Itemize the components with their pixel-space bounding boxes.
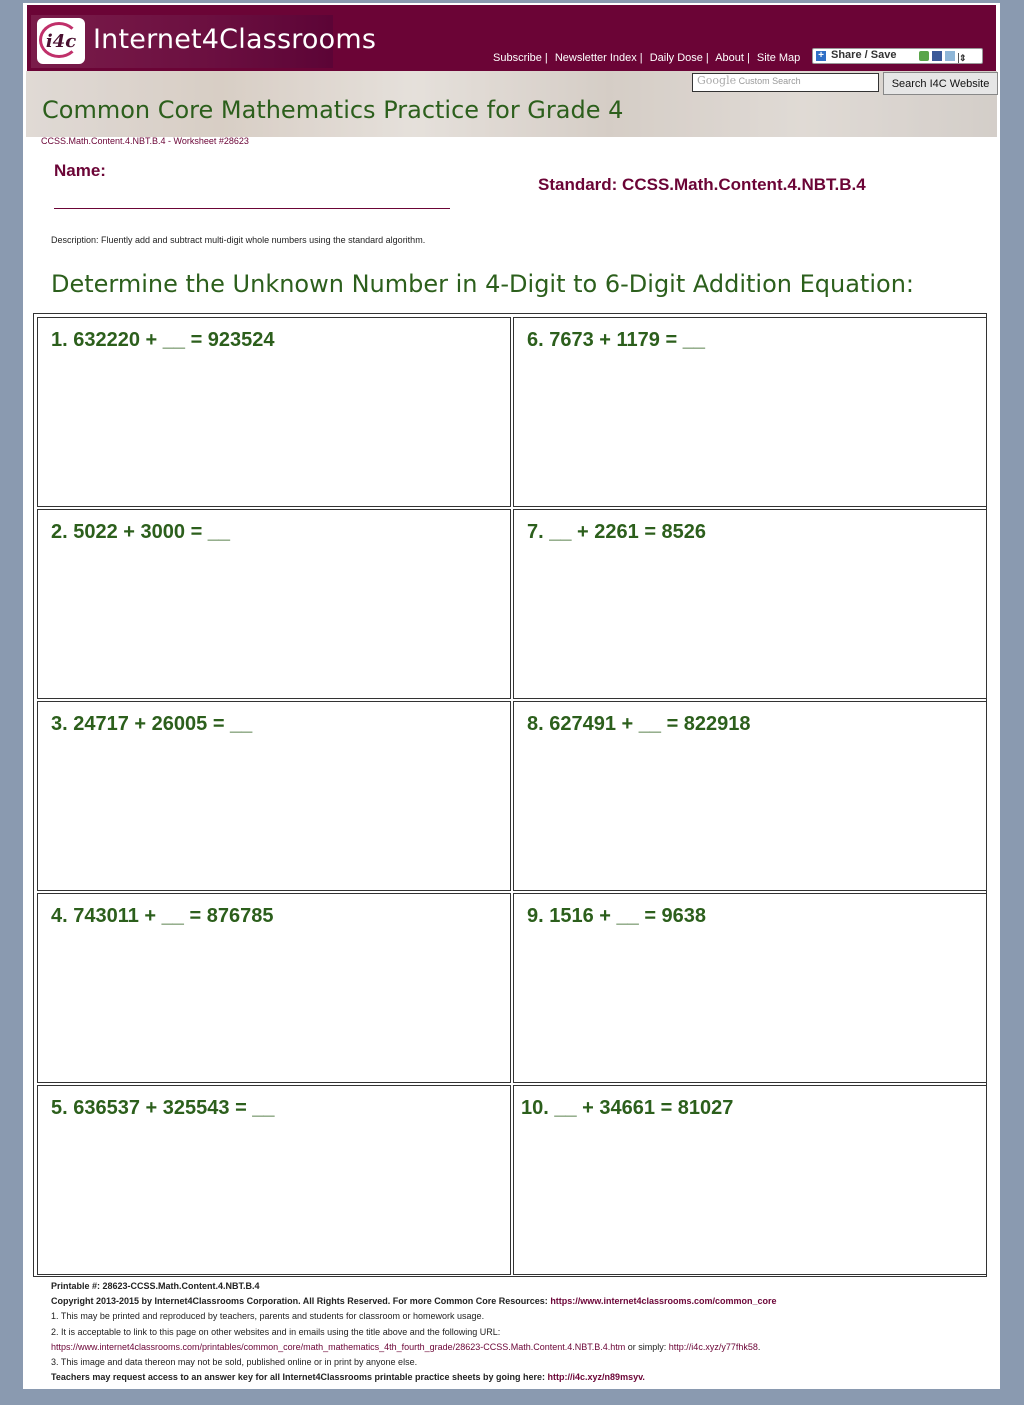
answer-key-line	[51, 1370, 991, 1385]
question-3: 3. 24717 + 26005 = __	[51, 713, 253, 735]
question-6: 6. 7673 + 1179 = __	[527, 329, 705, 351]
short-url-link[interactable]: http://i4c.xyz/y77fhk58	[668, 1341, 758, 1352]
question-7: 7. __ + 2261 = 8526	[527, 521, 707, 543]
worksheet-title: Determine the Unknown Number in 4-Digit to 6-Digit Addition Equation:	[51, 270, 914, 298]
name-line	[54, 208, 450, 209]
question-4: 4. 743011 + __ = 876785	[51, 905, 274, 927]
question-cell-5	[37, 1085, 511, 1275]
question-cell-2	[37, 509, 511, 699]
share-icons	[919, 51, 968, 64]
share-green-icon	[919, 51, 929, 61]
question-2: 2. 5022 + 3000 = __	[51, 521, 231, 543]
twitter-icon	[945, 51, 955, 61]
note-2: 2. It is acceptable to link to this page on other websites and in emails using the title above and the following URL:	[51, 1326, 501, 1337]
name-label: Name:	[54, 161, 106, 180]
chevron-updown-icon: ⇕	[959, 53, 967, 63]
question-cell-6	[513, 317, 987, 507]
question-1: 1. 632220 + __ = 923524	[51, 329, 275, 351]
note-1: 1. This may be printed and reproduced by teachers, parents and students for classroom or homework usage.	[51, 1311, 485, 1322]
nav-newsletter-index[interactable]: Newsletter Index	[554, 52, 637, 64]
logo-ring-icon	[39, 22, 79, 58]
breadcrumb: CCSS.Math.Content.4.NBT.B.4 - Worksheet #28623	[41, 136, 249, 146]
question-grid	[33, 313, 987, 1277]
search-button[interactable]: Search I4C Website	[883, 72, 998, 95]
question-10: 10. __ + 34661 = 81027	[521, 1097, 734, 1119]
question-8: 8. 627491 + __ = 822918	[527, 713, 751, 735]
worksheet-url-link[interactable]: https://www.internet4classrooms.com/printables/common_core/math_mathematics_4th_fourth_grade/28623-CCSS.Math.Content.4.NBT.B.4.htm	[51, 1341, 626, 1352]
page-heading: Common Core Mathematics Practice for Grade 4	[42, 96, 624, 124]
answer-key-link[interactable]: http://i4c.xyz/n89msyv.	[547, 1372, 645, 1383]
copyright-line	[51, 1294, 991, 1309]
search-placeholder: Custom Search	[738, 76, 801, 86]
share-label: Share / Save	[831, 49, 897, 61]
description: Description: Fluently add and subtract multi-digit whole numbers using the standard algorithm.	[51, 235, 426, 245]
nav-separator: |	[544, 52, 548, 64]
nav-daily-dose[interactable]: Daily Dose	[649, 52, 703, 64]
common-core-link[interactable]: https://www.internet4classrooms.com/common_core	[550, 1296, 777, 1307]
site-logo[interactable]	[31, 15, 377, 68]
google-logo: Google	[697, 74, 737, 87]
nav-about[interactable]: About	[715, 52, 744, 64]
note-2-links: https://www.internet4classrooms.com/printables/common_core/math_mathematics_4th_fourth_grade/28623-CCSS.Math.Content.4.NBT.B.4.htm or simply: http://i4c.xyz/y77fhk58.	[51, 1341, 761, 1352]
share-plus-icon: +	[816, 51, 826, 61]
i4c-logo-icon	[37, 18, 85, 64]
question-9: 9. 1516 + __ = 9638	[527, 905, 707, 927]
search-input[interactable]	[692, 73, 879, 92]
question-5: 5. 636537 + 325543 = __	[51, 1097, 275, 1119]
facebook-icon	[932, 51, 942, 61]
note-2-or: or simply:	[625, 1341, 669, 1352]
question-cell-4	[37, 893, 511, 1083]
nav-subscribe[interactable]: Subscribe	[493, 52, 542, 64]
nav-separator: |	[639, 52, 643, 64]
question-cell-8	[513, 701, 987, 891]
printable-number: Printable #: 28623-CCSS.Math.Content.4.NBT.B.4	[51, 1281, 260, 1291]
nav-separator: |	[705, 52, 709, 64]
footer	[51, 1279, 991, 1385]
logo-title: Internet4Classrooms	[93, 24, 377, 55]
copyright-text: Copyright 2013-2015 by Internet4Classrooms Corporation. All Rights Reserved. For more Common Core Resources:	[51, 1296, 548, 1307]
page	[23, 3, 1000, 1389]
question-cell-10	[513, 1085, 987, 1275]
site-header	[27, 5, 996, 71]
question-cell-9	[513, 893, 987, 1083]
answer-key-text: Teachers may request access to an answer key for all Internet4Classrooms printable practice sheets by going here:	[51, 1372, 546, 1383]
question-cell-1	[37, 317, 511, 507]
question-cell-7	[513, 509, 987, 699]
standard-label: Standard: CCSS.Math.Content.4.NBT.B.4	[538, 175, 866, 194]
nav-separator: |	[746, 52, 750, 64]
note-3: 3. This image and data thereon may not be sold, published online or in print by anyone else.	[51, 1357, 418, 1368]
share-save-button[interactable]	[812, 48, 983, 64]
top-nav	[493, 52, 800, 64]
question-cell-3	[37, 701, 511, 891]
nav-site-map[interactable]: Site Map	[756, 52, 801, 64]
logo-icon-text: i4c	[45, 30, 77, 52]
